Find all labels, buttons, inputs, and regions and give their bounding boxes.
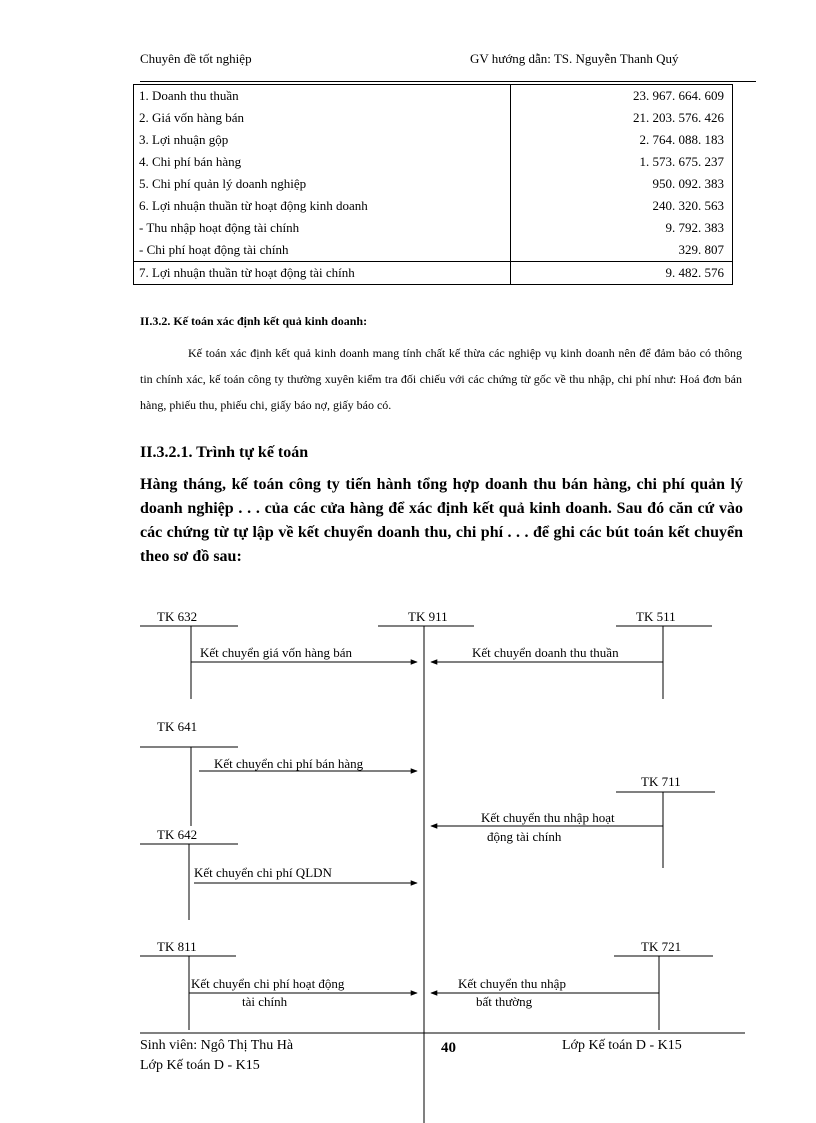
section-heading: II.3.2. Kế toán xác định kết quả kinh doanh: <box>140 314 368 328</box>
flow-811-label-line2: tài chính <box>242 994 288 1009</box>
row-label: 1. Doanh thu thuần <box>134 85 511 108</box>
row-label: - Chi phí hoạt động tài chính <box>134 239 511 262</box>
row-label: 4. Chi phí bán hàng <box>134 151 511 173</box>
tk721-label: TK 721 <box>641 939 682 954</box>
tk711-label: TK 711 <box>641 774 681 789</box>
flow-811-label-line1: Kết chuyển chi phí hoạt động <box>191 976 345 991</box>
tk511-label: TK 511 <box>636 609 676 624</box>
procedure-heading: II.3.2.1. Trình tự kế toán <box>140 444 309 461</box>
tk811-label: TK 811 <box>157 939 197 954</box>
row-value: 21. 203. 576. 426 <box>633 110 724 125</box>
footer-class-right: Lớp Kế toán D - K15 <box>562 1038 682 1053</box>
section-paragraph-text: Kế toán xác định kết quả kinh doanh mang tính chất kế thừa các nghiệp vụ kinh doanh nên để đảm bảo có thông tin chính xác, kế toán công ty thường xuyên kiểm tra đối chiếu với các chứng từ gốc về thu nhập, chi phí như: Hoá đơn bán hàng, phiếu thu, phiếu chi, giấy báo nợ, giấy báo có. <box>140 346 742 412</box>
tk911-label: TK 911 <box>408 609 448 624</box>
procedure-paragraph: Hàng tháng, kế toán công ty tiến hành tổng hợp doanh thu bán hàng, chi phí quản lý doanh nghiệp . . . của các cửa hàng để xác định kết quả kinh doanh. Sau đó căn cứ vào các chứng từ tự lập về kết chuyển doanh thu, chi phí . . . để ghi các bút toán kết chuyển theo sơ đồ sau: <box>140 476 743 565</box>
row-label: 2. Giá vốn hàng bán <box>134 107 511 129</box>
flow-641-label: Kết chuyển chi phí bán hàng <box>214 756 364 771</box>
row-value: 9. 482. 576 <box>511 262 733 285</box>
flow-711-label-line2: động tài chính <box>487 829 562 844</box>
row-label: 7. Lợi nhuận thuần từ hoạt động tài chính <box>134 262 511 285</box>
row-value: 950. 092. 383 <box>652 176 724 191</box>
flow-721-label-line2: bất thường <box>476 994 533 1009</box>
flow-642-label: Kết chuyển chi phí QLDN <box>194 865 332 880</box>
row-value: 329. 807 <box>678 242 724 257</box>
row-value: 240. 320. 563 <box>652 198 724 213</box>
row-value: 1. 573. 675. 237 <box>639 154 724 169</box>
tk642-label: TK 642 <box>157 827 198 842</box>
header-right: GV hướng dẫn: TS. Nguyễn Thanh Quý <box>470 51 679 66</box>
row-label: 6. Lợi nhuận thuần từ hoạt động kinh doanh <box>134 195 511 217</box>
footer-student: Sinh viên: Ngô Thị Thu Hà <box>140 1038 294 1053</box>
row-value: 2. 764. 088. 183 <box>639 132 724 147</box>
page-number: 40 <box>441 1040 456 1056</box>
flow-721-label-line1: Kết chuyển thu nhập <box>458 976 566 991</box>
flow-511-label: Kết chuyển doanh thu thuần <box>472 645 619 660</box>
flow-632-label: Kết chuyển giá vốn hàng bán <box>200 645 352 660</box>
row-label: 3. Lợi nhuận gộp <box>134 129 511 151</box>
flow-711-label-line1: Kết chuyển thu nhập hoạt <box>481 810 615 825</box>
footer-class-left: Lớp Kế toán D - K15 <box>140 1058 260 1073</box>
row-label: 5. Chi phí quản lý doanh nghiệp <box>134 173 511 195</box>
row-value: 9. 792. 383 <box>665 220 724 235</box>
tk632-label: TK 632 <box>157 609 198 624</box>
header-left: Chuyên đề tốt nghiệp <box>140 51 252 66</box>
row-value: 23. 967. 664. 609 <box>633 88 724 103</box>
row-label: - Thu nhập hoạt động tài chính <box>134 217 511 239</box>
tk641-label: TK 641 <box>157 719 198 734</box>
